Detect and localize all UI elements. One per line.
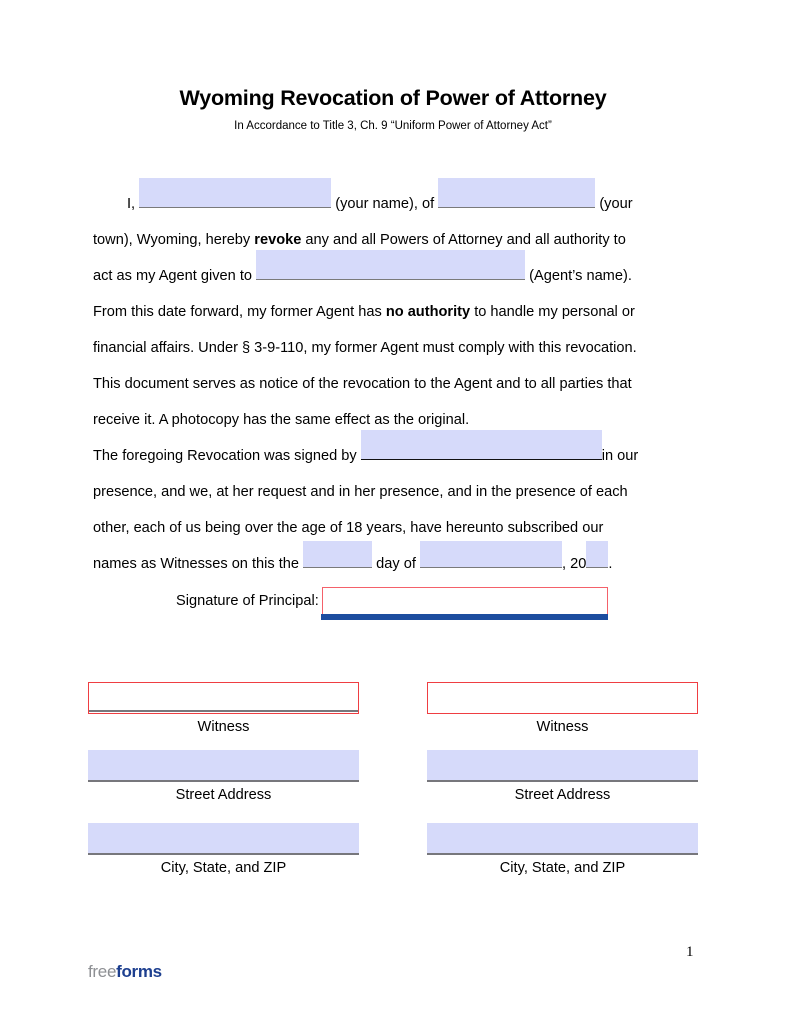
page-subtitle: In Accordance to Title 3, Ch. 9 “Uniform Power of Attorney Act” <box>234 120 552 132</box>
witness-1-city-caption: City, State, and ZIP <box>160 860 287 876</box>
witness-1-street-caption: Street Address <box>175 787 272 803</box>
text-in-our: in our <box>601 448 639 464</box>
document-body <box>93 186 693 582</box>
witness-2-street-caption: Street Address <box>514 787 611 803</box>
paragraph-line-5: financial affairs. Under § 3-9-110, my former Agent must comply with this revocation. <box>93 340 637 356</box>
text-town-wyoming: town), Wyoming, hereby <box>93 232 251 248</box>
paragraph-line-3 <box>93 258 693 294</box>
page-title: Wyoming Revocation of Power of Attorney <box>179 86 607 110</box>
witness-1-street-group <box>88 750 359 806</box>
day-field[interactable] <box>303 552 372 568</box>
text-from-this-date: From this date forward, my former Agent has <box>93 304 382 320</box>
signature-of-principal-row <box>176 587 608 614</box>
text-no-authority-bold: no authority <box>385 304 471 320</box>
witness-1-city-group <box>88 823 359 879</box>
text-i: I, <box>127 196 136 212</box>
paragraph-line-4 <box>93 294 693 330</box>
witness-2-street-field[interactable] <box>427 750 698 782</box>
year-field[interactable] <box>586 552 608 568</box>
text-your-name-label: (your name), of <box>335 196 435 212</box>
text-day-of: day of <box>376 556 416 572</box>
paragraph-line-7: receive it. A photocopy has the same effect as the original. <box>93 412 470 428</box>
text-agent-given-to: act as my Agent given to <box>93 268 252 284</box>
text-names-as-witnesses: names as Witnesses on this the <box>93 556 300 572</box>
text-handle-personal: to handle my personal or <box>474 304 635 320</box>
witness-1-signature-group <box>88 682 359 738</box>
witness-2-signature-group <box>427 682 698 738</box>
paragraph-line-9: presence, and we, at her request and in her presence, and in the presence of each <box>93 484 628 500</box>
logo-text-forms: forms <box>116 962 162 981</box>
text-sentence-end: . <box>608 556 613 572</box>
page-number: 1 <box>686 944 694 960</box>
logo-text-free: free <box>88 962 117 981</box>
witness-1-city-field[interactable] <box>88 823 359 855</box>
text-year-prefix: , 20 <box>561 556 587 572</box>
text-your-open: (your <box>599 196 633 212</box>
paragraph-line-10: other, each of us being over the age of 18 years, have hereunto subscribed our <box>93 520 604 536</box>
freeforms-logo[interactable] <box>88 962 162 982</box>
signature-of-principal-field[interactable] <box>322 587 608 614</box>
witness-2-street-group <box>427 750 698 806</box>
text-revoke-bold: revoke <box>254 232 302 248</box>
paragraph-line-1 <box>93 186 693 222</box>
witness-2-city-group <box>427 823 698 879</box>
your-town-field[interactable] <box>438 192 595 208</box>
witness-2-city-field[interactable] <box>427 823 698 855</box>
witness-2-signature-caption: Witness <box>536 719 589 735</box>
text-revoke-rest: any and all Powers of Attorney and all authority to <box>305 232 626 248</box>
month-field[interactable] <box>420 552 562 568</box>
paragraph-line-6: This document serves as notice of the revocation to the Agent and to all parties that <box>93 376 632 392</box>
witness-1-signature-caption: Witness <box>197 719 250 735</box>
text-foregoing-revocation: The foregoing Revocation was signed by <box>93 448 357 464</box>
agent-name-field[interactable] <box>256 264 525 280</box>
witness-1-signature-field[interactable] <box>88 682 359 714</box>
text-agents-name-label: (Agent’s name). <box>529 268 632 284</box>
signed-by-name-field[interactable] <box>361 444 602 460</box>
paragraph-line-8 <box>93 438 693 474</box>
paragraph-line-11 <box>93 546 693 582</box>
signature-of-principal-label: Signature of Principal: <box>176 593 319 609</box>
your-name-field[interactable] <box>139 192 331 208</box>
witness-2-city-caption: City, State, and ZIP <box>499 860 626 876</box>
witness-2-signature-field[interactable] <box>427 682 698 714</box>
witness-1-street-field[interactable] <box>88 750 359 782</box>
